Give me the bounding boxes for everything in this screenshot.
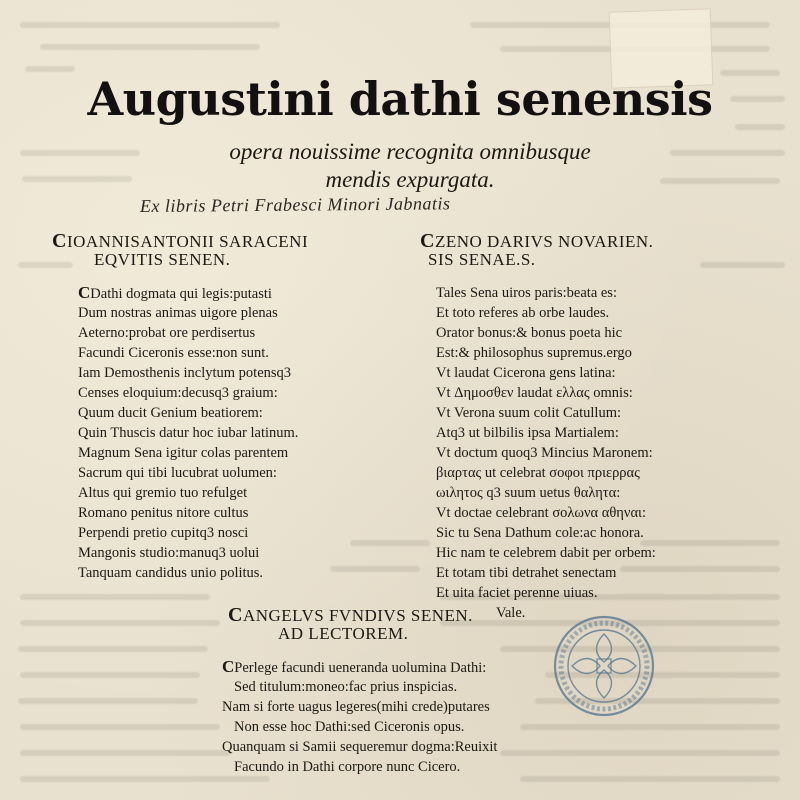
poem-line: CPerlege facundi ueneranda uolumina Dathi:	[222, 657, 487, 676]
poem-line: Perpendi pretio cupitq3 nosci	[78, 525, 249, 541]
poem-line: Non esse hoc Dathi:sed Ciceronis opus.	[234, 719, 465, 735]
right-heading-line-2: SIS SENAE.S.	[428, 250, 536, 269]
poem-line: Quum ducit Genium beatiorem:	[78, 405, 263, 421]
library-stamp-icon	[552, 614, 656, 718]
page-title: Augustini dathi senensis	[87, 72, 713, 126]
poem-line: Sed titulum:moneo:fac prius inspicias.	[234, 679, 458, 695]
poem-line: Vt doctum quoq3 Mincius Maronem:	[436, 445, 653, 461]
pilcrow-mark: C	[228, 604, 243, 626]
poem-line: Atq3 ut bilbilis ipsa Martialem:	[436, 425, 619, 441]
lower-heading-line-2: AD LECTOREM.	[278, 624, 409, 643]
poem-line: Facundo in Dathi corpore nunc Cicero.	[234, 759, 461, 775]
poem-line: CDathi dogmata qui legis:putasti	[78, 283, 272, 302]
poem-line: Tales Sena uiros paris:beata es:	[436, 285, 617, 301]
poem-line: Tanquam candidus unio politus.	[78, 565, 264, 581]
poem-line: Dum nostras animas uigore plenas	[78, 305, 278, 321]
left-heading	[52, 232, 308, 269]
poem-valediction: Vale.	[496, 605, 526, 621]
subtitle	[160, 138, 660, 194]
poem-line: Nam si forte uagus legeres(mihi crede)putares	[222, 699, 490, 715]
poem-line: Mangonis studio:manuq3 uolui	[78, 545, 260, 561]
poem-line: Vt doctae celebrant σολωνα αθηναι:	[436, 505, 646, 521]
poem-line: Quanquam si Samii sequeremur dogma:Reuixit	[222, 739, 498, 755]
poem-line: Iam Demosthenis inclytum potensq3	[78, 365, 292, 381]
pilcrow-mark: C	[52, 230, 67, 252]
subtitle-line-2: mendis expurgata.	[325, 167, 495, 192]
poem-line: Hic nam te celebrem dabit per orbem:	[436, 545, 656, 561]
left-heading-line-1: IOANNISANTONII SARACENI	[66, 232, 309, 251]
poem-line: Orator bonus:& bonus poeta hic	[436, 325, 623, 341]
left-poem	[78, 283, 298, 583]
poem-line: Et totam tibi detrahet senectam	[436, 565, 617, 581]
poem-line: Et toto referes ab orbe laudes.	[436, 305, 610, 321]
lower-heading-line-1: ANGELVS FVNDIVS SENEN.	[242, 606, 473, 625]
poem-line: βιαρτας ut celebrat σοφοι πριερρας	[436, 465, 640, 481]
ownership-inscription: Ex libris Petri Frabesci Minori Jabnatis	[139, 193, 451, 217]
right-heading-line-1: ZENO DARIVS NOVARIEN.	[434, 232, 654, 251]
right-poem	[436, 283, 656, 623]
subtitle-line-1: opera nouissime recognita omnibusque	[229, 139, 591, 164]
poem-line: Sic tu Sena Dathum cole:ac honora.	[436, 525, 644, 541]
poem-line: Quin Thuscis datur hoc iubar latinum.	[78, 425, 299, 441]
poem-line: Vt laudat Cicerona gens latina:	[436, 365, 616, 381]
poem-line: ωιλητος q3 suum uetus θαλητα:	[436, 485, 621, 501]
poem-line: Vt Δημοσθεν laudat ελλας omnis:	[436, 385, 633, 401]
poem-line: Romano penitus nitore cultus	[78, 505, 249, 521]
poem-line: Altus qui gremio tuo refulget	[78, 485, 248, 501]
poem-line: Est:& philosophus supremus.ergo	[436, 345, 632, 361]
poem-line: Vt Verona suum colit Catullum:	[436, 405, 621, 421]
lower-poem	[222, 657, 497, 777]
poem-line: Et uita faciet perenne uiuas.	[436, 585, 598, 601]
poem-line: Magnum Sena igitur colas parentem	[78, 445, 289, 461]
right-heading	[420, 232, 653, 269]
poem-line: Censes eloquium:decusq3 graium:	[78, 385, 278, 401]
poem-line: Sacrum qui tibi lucubrat uolumen:	[78, 465, 277, 481]
left-heading-line-2: EQVITIS SENEN.	[94, 250, 231, 269]
pilcrow-mark: C	[420, 230, 435, 252]
poem-line: Aeterno:probat ore perdisertus	[78, 325, 256, 341]
poem-line: Facundi Ciceronis esse:non sunt.	[78, 345, 269, 361]
lower-heading	[228, 606, 473, 643]
